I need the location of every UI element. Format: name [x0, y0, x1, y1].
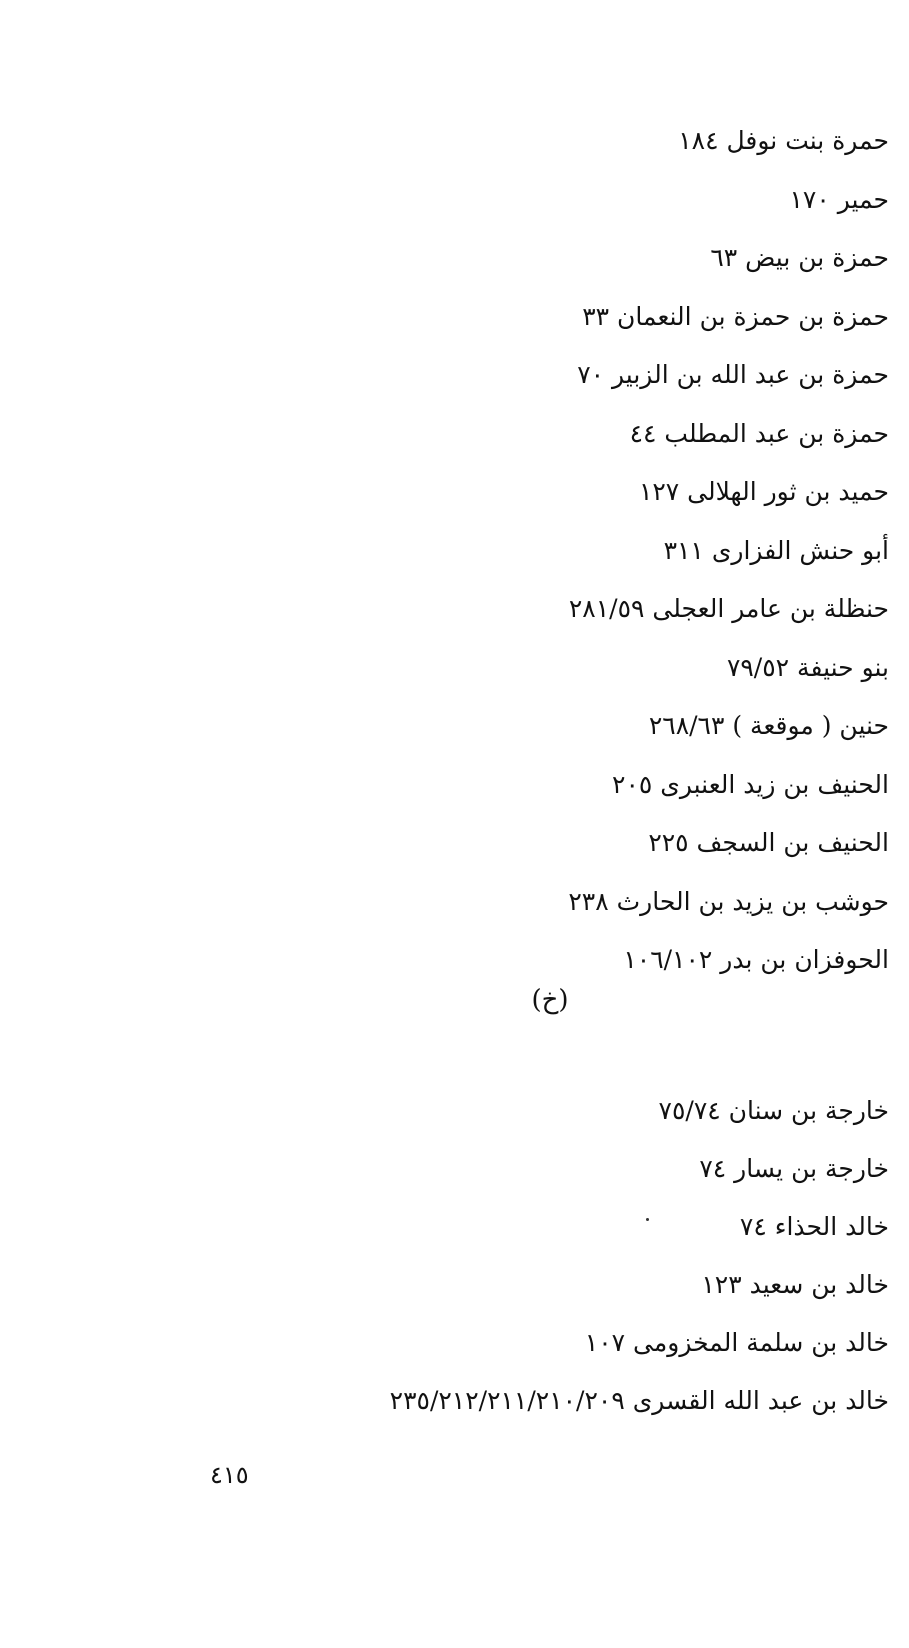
stray-dot-mark [646, 1218, 649, 1221]
index-entry: الحنيف بن زيد العنبرى ٢٠٥ [612, 769, 889, 799]
index-entry: حمزة بن بيض ٦٣ [710, 243, 889, 272]
index-entry: حوشب بن يزيد بن الحارث ٢٣٨ [568, 886, 889, 916]
index-entry: حنين ( موقعة ) ٢٦٨/٦٣ [648, 711, 889, 740]
index-section-kh [29, 1082, 889, 1430]
section-heading-kh: (خ) [531, 985, 569, 1015]
index-entry: حمزة بن حمزة بن النعمان ٣٣ [582, 301, 889, 331]
index-section-h [29, 112, 889, 990]
index-entry: خارجة بن يسار ٧٤ [699, 1154, 889, 1183]
index-entry: الحوفزان بن بدر ١٠٦/١٠٢ [623, 945, 889, 974]
index-entry: بنو حنيفة ٧٩/٥٢ [726, 652, 889, 682]
page-number: ٤١٥ [210, 1461, 249, 1489]
index-entry: خالد بن سلمة المخزومى ١٠٧ [584, 1328, 889, 1357]
index-entry: خالد الحذاء ٧٤ [739, 1212, 889, 1241]
index-entry: حمير ١٧٠ [789, 184, 889, 214]
index-entry: حمزة بن عبد المطلب ٤٤ [629, 418, 889, 448]
index-entry: أبو حنش الفزارى ٣١١ [663, 535, 889, 565]
index-entry: خارجة بن سنان ٧٥/٧٤ [658, 1096, 889, 1125]
index-entry: الحنيف بن السجف ٢٢٥ [648, 828, 889, 857]
index-entry: حنظلة بن عامر العجلى ٢٨١/٥٩ [568, 594, 889, 623]
index-entry: خالد بن سعيد ١٢٣ [701, 1270, 889, 1299]
index-entry: حميد بن ثور الهلالى ١٢٧ [638, 477, 889, 506]
index-entry: حمزة بن عبد الله بن الزبير ٧٠ [577, 360, 889, 389]
index-entry: خالد بن عبد الله القسرى ٢٣٥/٢١٢/٢١١/٢١٠/٢٠٩ [389, 1386, 889, 1415]
index-entry: حمرة بنت نوفل ١٨٤ [678, 126, 889, 155]
